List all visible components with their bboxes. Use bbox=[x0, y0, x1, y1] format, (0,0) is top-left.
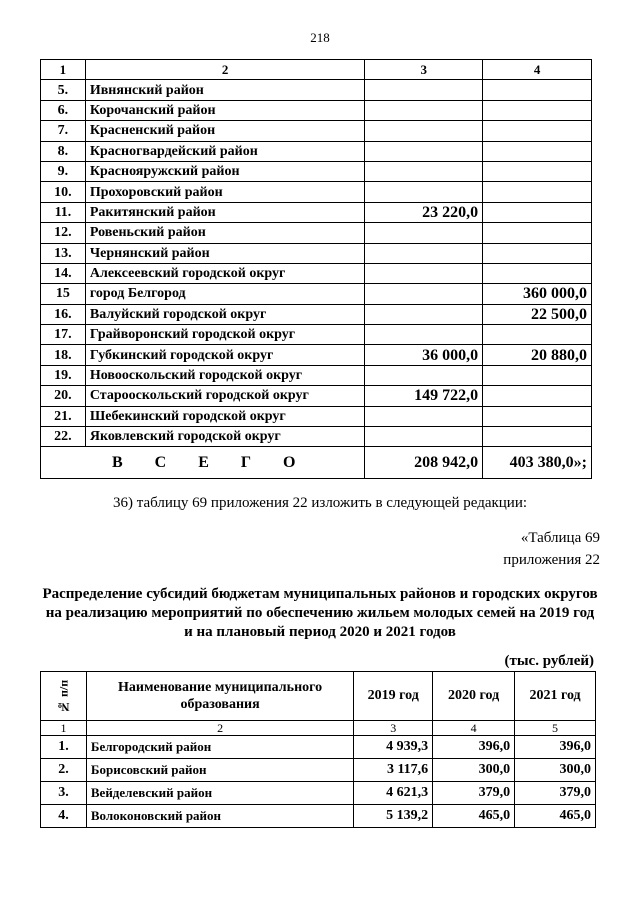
value-cell bbox=[365, 100, 483, 120]
value-cell bbox=[365, 141, 483, 161]
header-cell: 2 bbox=[85, 60, 365, 80]
value-cell bbox=[483, 427, 592, 447]
row-number: 1. bbox=[41, 736, 87, 759]
table-row bbox=[41, 223, 592, 243]
row-number: 16. bbox=[41, 304, 86, 324]
table-row bbox=[41, 782, 596, 805]
table-row bbox=[41, 243, 592, 263]
table-reference-line: «Таблица 69 bbox=[520, 530, 600, 546]
row-number: 18. bbox=[41, 345, 86, 365]
table-row bbox=[41, 161, 592, 181]
table-row bbox=[41, 100, 592, 120]
row-number: 15 bbox=[41, 284, 86, 304]
value-cell bbox=[483, 141, 592, 161]
row-number: 22. bbox=[41, 427, 86, 447]
district-name: Краснояружский район bbox=[85, 161, 365, 181]
value-cell bbox=[483, 325, 592, 345]
column-number: 5 bbox=[515, 721, 596, 736]
value-cell bbox=[365, 365, 483, 385]
value-2019: 5 139,2 bbox=[354, 805, 433, 828]
total-value: 403 380,0»; bbox=[483, 447, 592, 479]
district-name: Борисовский район bbox=[86, 759, 353, 782]
row-number: 14. bbox=[41, 263, 86, 283]
table-row bbox=[41, 365, 592, 385]
row-number: 7. bbox=[41, 121, 86, 141]
row-number: 10. bbox=[41, 182, 86, 202]
value-2019: 3 117,6 bbox=[354, 759, 433, 782]
district-name: Ивнянский район bbox=[85, 80, 365, 100]
value-cell: 22 500,0 bbox=[483, 304, 592, 324]
row-number: 9. bbox=[41, 161, 86, 181]
value-cell: 23 220,0 bbox=[365, 202, 483, 222]
value-2021: 379,0 bbox=[515, 782, 596, 805]
table-row bbox=[41, 805, 596, 828]
total-value: 208 942,0 bbox=[365, 447, 483, 479]
value-cell bbox=[365, 182, 483, 202]
table-row bbox=[41, 202, 592, 222]
column-number: 1 bbox=[41, 721, 87, 736]
column-number: 4 bbox=[433, 721, 515, 736]
district-name: Шебекинский городской округ bbox=[85, 406, 365, 426]
value-cell: 20 880,0 bbox=[483, 345, 592, 365]
column-numbers-row bbox=[41, 721, 596, 736]
district-name: Новооскольский городской округ bbox=[85, 365, 365, 385]
value-2020: 379,0 bbox=[433, 782, 515, 805]
value-cell bbox=[365, 161, 483, 181]
district-name: Ровеньский район bbox=[85, 223, 365, 243]
district-name: Прохоровский район bbox=[85, 182, 365, 202]
district-name: Грайворонский городской округ bbox=[85, 325, 365, 345]
header-cell: 1 bbox=[41, 60, 86, 80]
row-number: 12. bbox=[41, 223, 86, 243]
value-2020: 396,0 bbox=[433, 736, 515, 759]
value-cell bbox=[365, 243, 483, 263]
value-2020: 300,0 bbox=[433, 759, 515, 782]
row-number: 13. bbox=[41, 243, 86, 263]
table-row bbox=[41, 263, 592, 283]
table-title: Распределение субсидий бюджетам муниципальных районов и городских округов на реализацию мероприятий по обеспечению жильем молодых семей на 2019 год и на плановый период 2020 и 2021 годов bbox=[42, 586, 598, 640]
page-number: 218 bbox=[310, 30, 330, 45]
value-2021: 300,0 bbox=[515, 759, 596, 782]
row-number: 21. bbox=[41, 406, 86, 426]
table-row bbox=[41, 182, 592, 202]
row-number: 4. bbox=[41, 805, 87, 828]
value-2020: 465,0 bbox=[433, 805, 515, 828]
district-name: Волоконовский район bbox=[86, 805, 353, 828]
district-name: город Белгород bbox=[85, 284, 365, 304]
value-cell bbox=[483, 243, 592, 263]
value-cell: 149 722,0 bbox=[365, 386, 483, 406]
district-name: Валуйский городской округ bbox=[85, 304, 365, 324]
table-row bbox=[41, 386, 592, 406]
value-cell bbox=[365, 223, 483, 243]
value-cell bbox=[365, 121, 483, 141]
header-cell: 3 bbox=[365, 60, 483, 80]
district-name: Ракитянский район bbox=[85, 202, 365, 222]
row-number: 17. bbox=[41, 325, 86, 345]
table-row bbox=[41, 736, 596, 759]
row-number: 20. bbox=[41, 386, 86, 406]
value-cell bbox=[365, 284, 483, 304]
district-name: Яковлевский городской округ bbox=[85, 427, 365, 447]
value-2019: 4 621,3 bbox=[354, 782, 433, 805]
value-cell bbox=[483, 263, 592, 283]
table-row bbox=[41, 325, 592, 345]
table-continued bbox=[40, 59, 592, 479]
value-cell bbox=[365, 80, 483, 100]
value-2021: 396,0 bbox=[515, 736, 596, 759]
table-row bbox=[41, 121, 592, 141]
column-number: 2 bbox=[86, 721, 353, 736]
value-2021: 465,0 bbox=[515, 805, 596, 828]
value-cell bbox=[483, 182, 592, 202]
subsidy-table bbox=[40, 671, 596, 828]
header-2021: 2021 год bbox=[515, 672, 596, 721]
row-number: 19. bbox=[41, 365, 86, 385]
row-number: 5. bbox=[41, 80, 86, 100]
table-row bbox=[41, 284, 592, 304]
district-name: Белгородский район bbox=[86, 736, 353, 759]
row-number: 11. bbox=[41, 202, 86, 222]
value-cell bbox=[483, 161, 592, 181]
row-number: 6. bbox=[41, 100, 86, 120]
district-name: Вейделевский район bbox=[86, 782, 353, 805]
value-cell bbox=[483, 365, 592, 385]
header-number: № п/п bbox=[41, 672, 87, 721]
value-cell bbox=[483, 223, 592, 243]
value-cell bbox=[483, 100, 592, 120]
header-cell: 4 bbox=[483, 60, 592, 80]
value-cell: 36 000,0 bbox=[365, 345, 483, 365]
table-row bbox=[41, 345, 592, 365]
table-reference-line: приложения 22 bbox=[503, 552, 600, 568]
table-row bbox=[41, 141, 592, 161]
table-row bbox=[41, 304, 592, 324]
district-name: Губкинский городской округ bbox=[85, 345, 365, 365]
value-cell bbox=[365, 427, 483, 447]
district-name: Красненский район bbox=[85, 121, 365, 141]
table-reference bbox=[503, 527, 600, 571]
row-number: 3. bbox=[41, 782, 87, 805]
value-cell bbox=[365, 325, 483, 345]
total-row bbox=[41, 447, 592, 479]
value-cell bbox=[483, 121, 592, 141]
value-cell: 360 000,0 bbox=[483, 284, 592, 304]
value-cell bbox=[365, 406, 483, 426]
district-name: Старооскольский городской округ bbox=[85, 386, 365, 406]
table-row bbox=[41, 759, 596, 782]
units-label: (тыс. рублей) bbox=[504, 653, 594, 669]
district-name: Чернянский район bbox=[85, 243, 365, 263]
table-header-row bbox=[41, 672, 596, 721]
table-row bbox=[41, 427, 592, 447]
table-header-row bbox=[41, 60, 592, 80]
header-name: Наименование муниципального образования bbox=[86, 672, 353, 721]
amendment-paragraph: 36) таблицу 69 приложения 22 изложить в следующей редакции: bbox=[112, 495, 528, 511]
header-2020: 2020 год bbox=[433, 672, 515, 721]
district-name: Красногвардейский район bbox=[85, 141, 365, 161]
column-number: 3 bbox=[354, 721, 433, 736]
value-cell bbox=[365, 304, 483, 324]
district-name: Корочанский район bbox=[85, 100, 365, 120]
table-row bbox=[41, 406, 592, 426]
row-number: 8. bbox=[41, 141, 86, 161]
value-2019: 4 939,3 bbox=[354, 736, 433, 759]
total-label: В С Е Г О bbox=[41, 447, 365, 479]
row-number: 2. bbox=[41, 759, 87, 782]
table-row bbox=[41, 80, 592, 100]
value-cell bbox=[483, 406, 592, 426]
value-cell bbox=[483, 80, 592, 100]
value-cell bbox=[365, 263, 483, 283]
district-name: Алексеевский городской округ bbox=[85, 263, 365, 283]
value-cell bbox=[483, 386, 592, 406]
header-2019: 2019 год bbox=[354, 672, 433, 721]
value-cell bbox=[483, 202, 592, 222]
